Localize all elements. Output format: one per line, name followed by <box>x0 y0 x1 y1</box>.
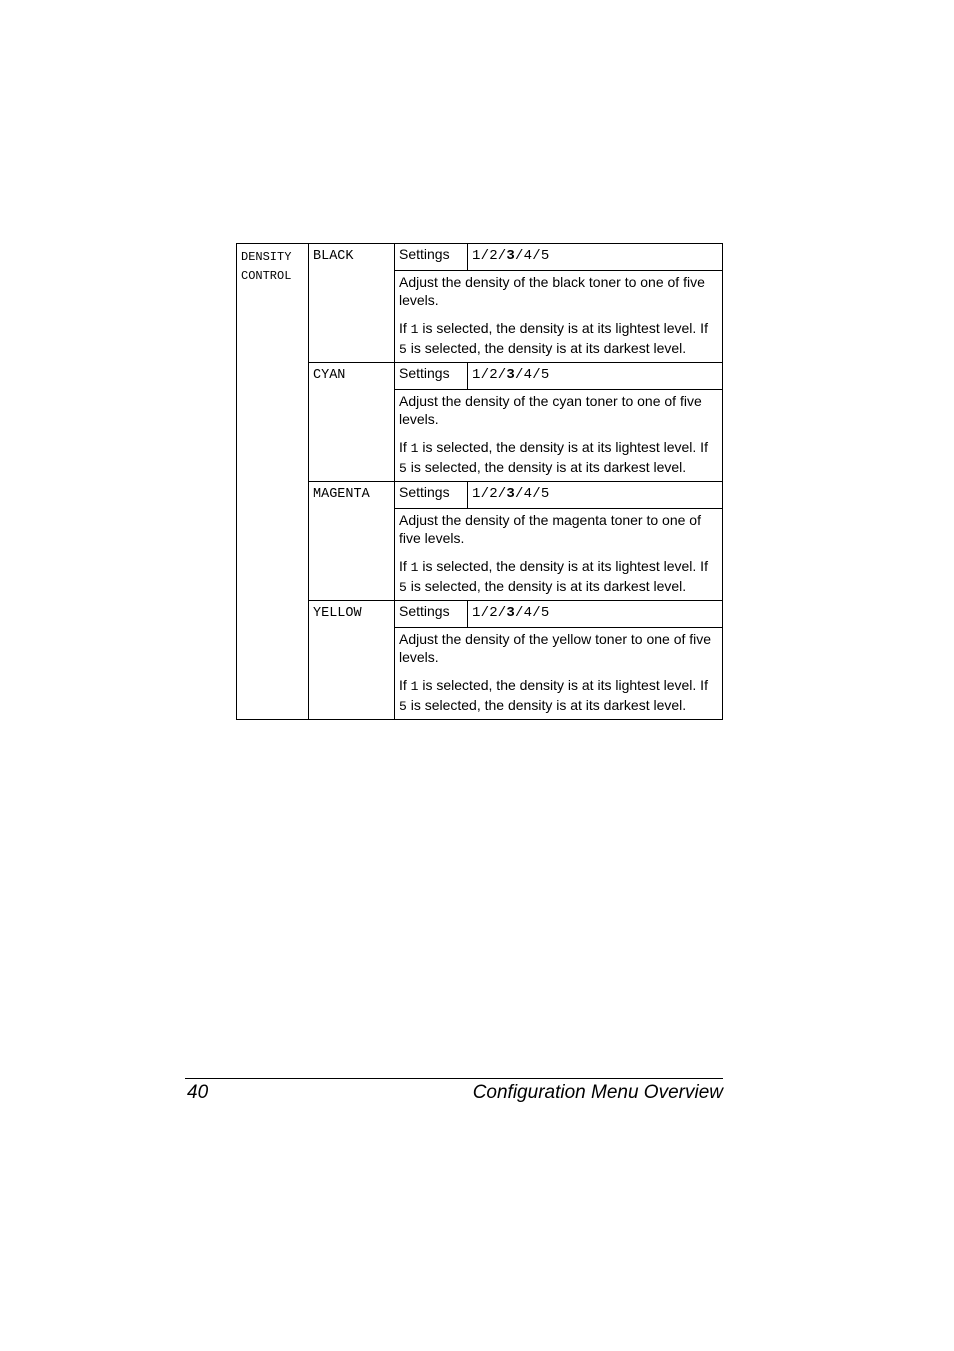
settings-label: Settings <box>395 482 468 509</box>
default-value: 3 <box>506 367 516 383</box>
submenu-cyan: CYAN <box>309 363 395 482</box>
category-line: DENSITY <box>241 250 292 264</box>
table-row <box>237 363 723 390</box>
page-number: 40 <box>187 1082 209 1103</box>
table-row <box>237 601 723 628</box>
settings-label: Settings <box>395 601 468 628</box>
default-value: 3 <box>506 248 516 264</box>
default-value: 3 <box>506 486 516 502</box>
description-text: Adjust the density of the cyan toner to one of five levels. <box>399 393 702 427</box>
settings-values: 1/2/3/4/5 <box>468 363 723 390</box>
description <box>395 628 723 720</box>
submenu-magenta: MAGENTA <box>309 482 395 601</box>
footer-divider <box>185 1078 723 1079</box>
table-row <box>237 244 723 271</box>
settings-label: Settings <box>395 244 468 271</box>
description-text: Adjust the density of the black toner to one of five levels. <box>399 274 705 308</box>
menu-category <box>237 244 309 720</box>
description-text: Adjust the density of the magenta toner to one of five levels. <box>399 512 701 546</box>
settings-values: 1/2/3/4/5 <box>468 244 723 271</box>
table-row <box>237 482 723 509</box>
description-note: If 1 is selected, the density is at its lightest level. If 5 is selected, the density is at its darkest level. <box>399 677 708 714</box>
settings-values: 1/2/3/4/5 <box>468 482 723 509</box>
submenu-black: BLACK <box>309 244 395 363</box>
description-note: If 1 is selected, the density is at its lightest level. If 5 is selected, the density is at its darkest level. <box>399 558 708 595</box>
density-control-table <box>236 243 723 720</box>
submenu-yellow: YELLOW <box>309 601 395 720</box>
section-title: Configuration Menu Overview <box>472 1082 723 1103</box>
description <box>395 390 723 482</box>
category-line: CONTROL <box>241 269 292 283</box>
default-value: 3 <box>506 605 516 621</box>
settings-values: 1/2/3/4/5 <box>468 601 723 628</box>
description-note: If 1 is selected, the density is at its lightest level. If 5 is selected, the density is at its darkest level. <box>399 439 708 476</box>
description <box>395 509 723 601</box>
description-text: Adjust the density of the yellow toner to one of five levels. <box>399 631 712 665</box>
description-note: If 1 is selected, the density is at its lightest level. If 5 is selected, the density is at its darkest level. <box>399 320 708 357</box>
settings-label: Settings <box>395 363 468 390</box>
description <box>395 271 723 363</box>
